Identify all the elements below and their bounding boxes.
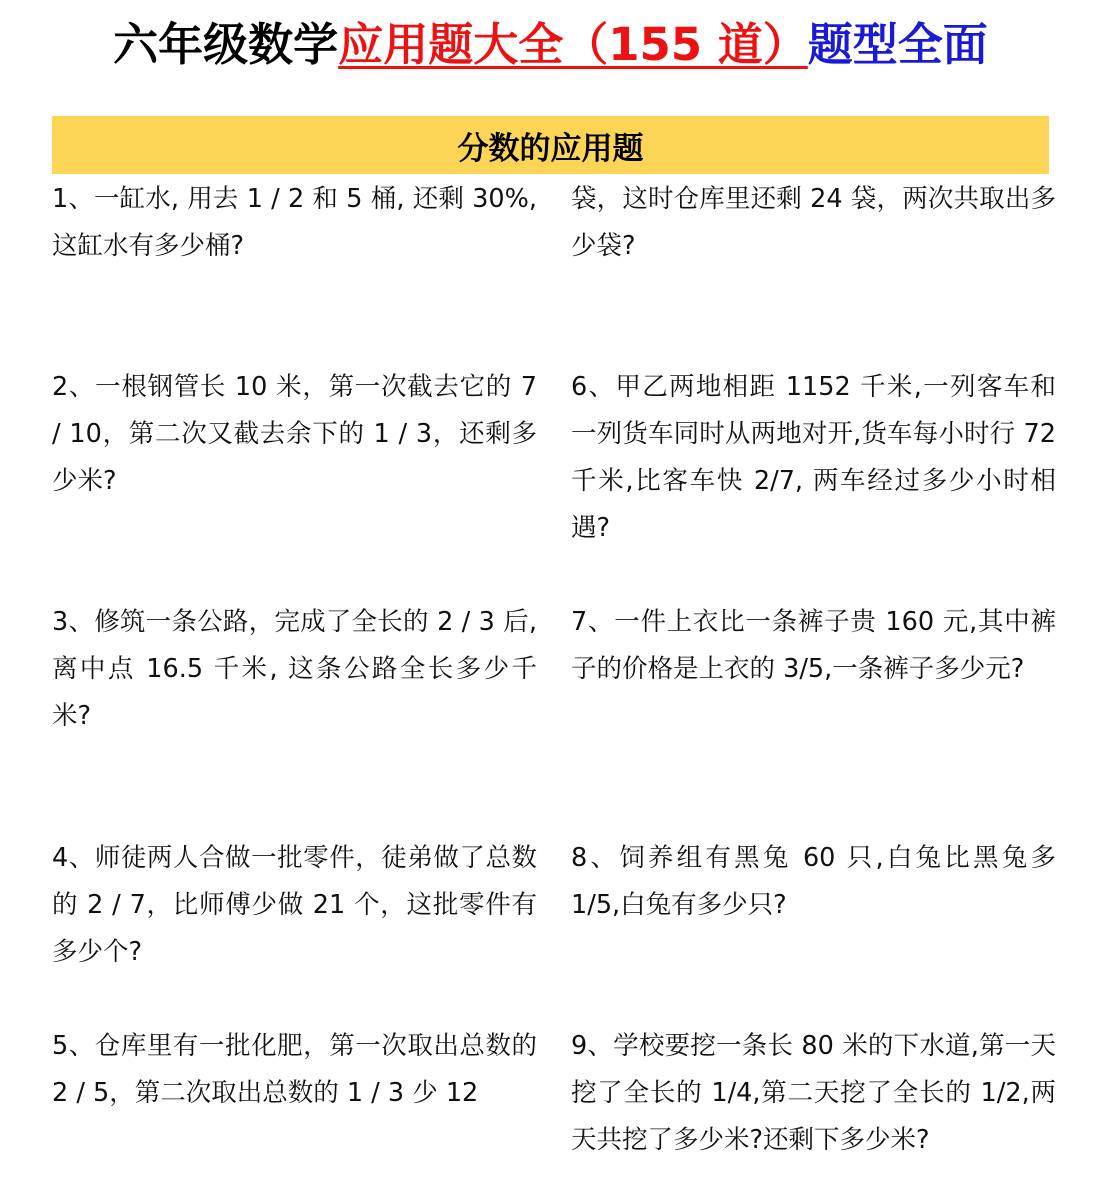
question-1: 1、一缸水, 用去 1 / 2 和 5 桶, 还剩 30%, 这缸水有多少桶?: [52, 184, 537, 261]
question-8: 8、饲养组有黑兔 60 只,白兔比黑兔多 1/5,白兔有多少只?: [571, 843, 1056, 920]
title-highlight: 应用题大全（155 道）: [338, 18, 808, 71]
question-5-continued: 袋，这时仓库里还剩 24 袋，两次共取出多少袋?: [571, 184, 1056, 261]
title-grade: 六年级数学: [113, 18, 339, 71]
question-2: 2、一根钢管长 10 米，第一次截去它的 7 / 10，第二次又截去余下的 1 / 3，还剩多少米?: [52, 372, 537, 496]
title-tagline: 题型全面: [807, 18, 988, 71]
question-4: 4、师徒两人合做一批零件，徒弟做了总数的 2 / 7，比师傅少做 21 个，这批零件有多少个?: [52, 843, 537, 967]
section-heading: 分数的应用题: [457, 130, 644, 167]
page-title: [0, 10, 1101, 80]
question-5: 5、仓库里有一批化肥，第一次取出总数的 2 / 5，第二次取出总数的 1 / 3 少 12: [52, 1031, 537, 1108]
question-3: 3、修筑一条公路，完成了全长的 2 / 3 后,离中点 16.5 千米, 这条公路全长多少千米?: [52, 607, 537, 731]
question-7: 7、一件上衣比一条裤子贵 160 元,其中裤子的价格是上衣的 3/5,一条裤子多少元?: [571, 607, 1056, 684]
question-6: 6、甲乙两地相距 1152 千米,一列客车和一列货车同时从两地对开,货车每小时行 72 千米,比客车快 2/7, 两车经过多少小时相遇?: [571, 372, 1056, 543]
question-9: 9、学校要挖一条长 80 米的下水道,第一天挖了全长的 1/4,第二天挖了全长的 1/2,两天共挖了多少米?还剩下多少米?: [571, 1031, 1056, 1155]
section-banner: [52, 116, 1049, 174]
